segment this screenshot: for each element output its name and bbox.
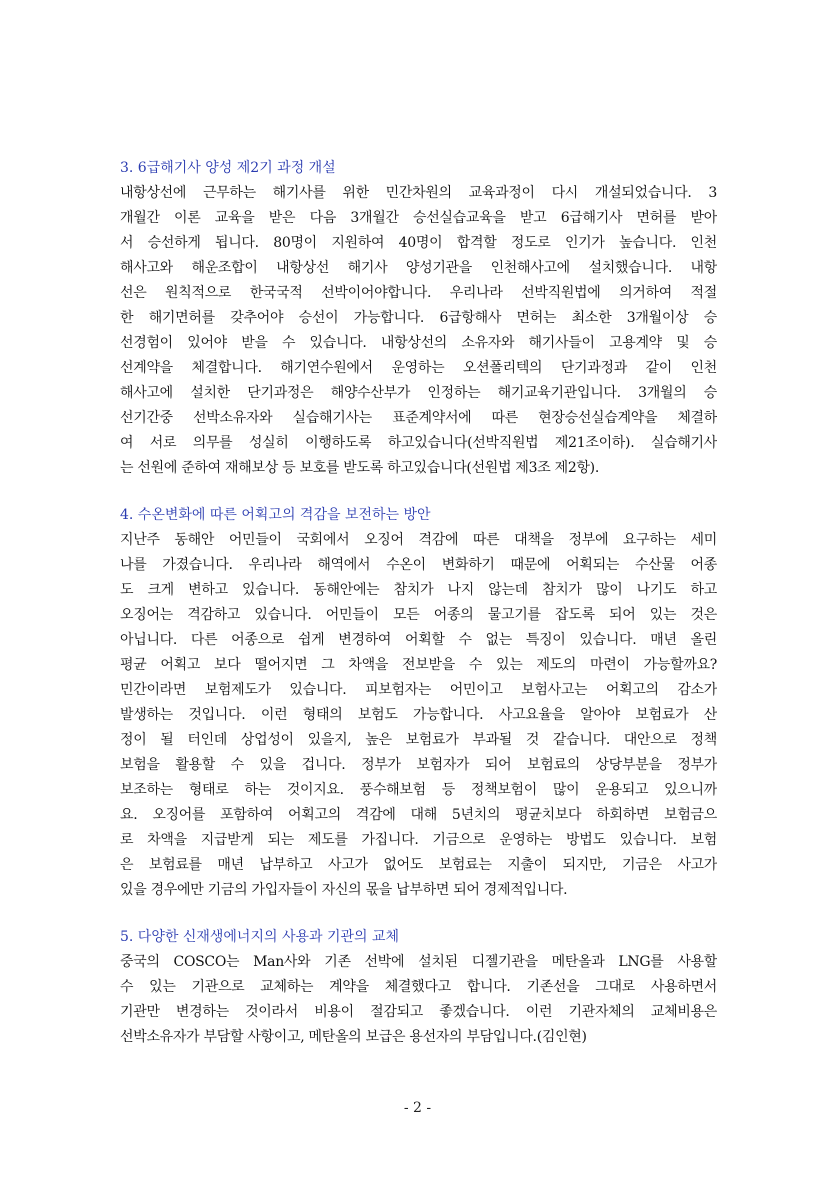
body-line: 보조하는 형태로 하는 것이지요. 풍수해보험 등 정책보험이 많이 운용되고 있으니까 [120,782,717,798]
body-line: 보험을 활용할 수 있을 겁니다. 정부가 보험자가 되어 보험료의 상당부분을 정부가 [120,757,717,773]
body-line: 요. 오징어를 포함하여 어획고의 격감에 대해 5년치의 평균치보다 하회하면 보험금으 [120,807,717,823]
body-line: 로 차액을 지급받게 되는 제도를 가집니다. 기금으로 운영하는 방법도 있습니다. 보험 [120,832,717,848]
page-number: - 2 - [403,1100,432,1116]
body-line: 한 해기면허를 갖추어야 승선이 가능합니다. 6급항해사 면허는 최소한 3개월이상 승 [120,310,717,326]
document-page [120,156,717,1072]
body-line: 수 있는 기관으로 교체하는 계약을 체결했다고 합니다. 기존선을 그대로 사용하면서 [120,979,717,995]
section-5 [120,925,717,1050]
body-line: 아닙니다. 다른 어종으로 쉽게 변경하여 어획할 수 없는 특징이 있습니다. 매년 올린 [120,632,717,648]
body-line: 여 서로 의무를 성실히 이행하도록 하고있습니다(선박직원법 제21조이하). 실습해기사 [120,435,717,451]
body-line: 선은 원칙적으로 한국국적 선박이어야합니다. 우리나라 선박직원법에 의거하여 적절 [120,285,717,301]
section-title: 5. 다양한 신재생에너지의 사용과 기관의 교체 [120,929,400,945]
body-line: 해사고에 설치한 단기과정은 해양수산부가 인정하는 해기교육기관입니다. 3개월의 승 [120,385,717,401]
body-line: 있을 경우에만 기금의 가입자들이 자신의 몫을 납부하면 되어 경제적입니다. [120,882,568,898]
body-line: 선경험이 있어야 받을 수 있습니다. 내항상선의 소유자와 해기사들이 고용계약 및 승 [120,335,717,351]
body-line: 해사고와 해운조합이 내항상선 해기사 양성기관을 인천해사고에 설치했습니다. 내항 [120,260,717,276]
body-line: 오징어는 격감하고 있습니다. 어민들이 모든 어종의 물고기를 잡도록 되어 있는 것은 [120,607,717,623]
section-body [120,950,717,1050]
body-line: 는 선원에 준하여 재해보상 등 보호를 받도록 하고있습니다(선원법 제3조 제2항). [120,460,599,476]
body-line: 지난주 동해안 어민들이 국회에서 오징어 격감에 따른 대책을 정부에 요구하는 세미 [120,532,717,548]
section-3 [120,156,717,481]
body-line: 선계약을 체결합니다. 해기연수원에서 운영하는 오션폴리텍의 단기과정과 같이 인천 [120,360,717,376]
body-line: 선기간중 선박소유자와 실습해기사는 표준계약서에 따른 현장승선실습계약을 체결하 [120,410,717,426]
section-title: 4. 수온변화에 따른 어획고의 격감을 보전하는 방안 [120,507,431,523]
body-line: 내항상선에 근무하는 해기사를 위한 민간차원의 교육과정이 다시 개설되었습니다. 3 [120,185,717,201]
body-line: 선박소유자가 부담할 사항이고, 메탄올의 보급은 용선자의 부담입니다.(김인현) [120,1029,587,1045]
body-line: 중국의 COSCO는 Man사와 기존 선박에 설치된 디젤기관을 메탄올과 LNG를 사용할 [120,954,717,970]
section-4 [120,503,717,903]
body-line: 은 보험료를 매년 납부하고 사고가 없어도 보험료는 지출이 되지만, 기금은 사고가 [120,857,717,873]
body-line: 민간이라면 보험제도가 있습니다. 피보험자는 어민이고 보험사고는 어획고의 감소가 [120,682,717,698]
section-title: 3. 6급해기사 양성 제2기 과정 개설 [120,160,336,176]
body-line: 도 크게 변하고 있습니다. 동해안에는 참치가 나지 않는데 참치가 많이 나기도 하고 [120,582,717,598]
section-body [120,181,717,481]
body-line: 평균 어획고 보다 떨어지면 그 차액을 전보받을 수 있는 제도의 마련이 가능할까요? [120,657,717,673]
section-body [120,528,717,903]
body-line: 정이 될 터인데 상업성이 있을지, 높은 보험료가 부과될 것 같습니다. 대안으로 정책 [120,732,717,748]
body-line: 서 승선하게 됩니다. 80명이 지원하여 40명이 합격할 정도로 인기가 높습니다. 인천 [120,235,717,251]
body-line: 개월간 이론 교육을 받은 다음 3개월간 승선실습교육을 받고 6급해기사 면허를 받아 [120,210,717,226]
body-line: 기관만 변경하는 것이라서 비용이 절감되고 좋겠습니다. 이런 기관자체의 교체비용은 [120,1004,717,1020]
body-line: 발생하는 것입니다. 이런 형태의 보험도 가능합니다. 사고요율을 알아야 보험료가 산 [120,707,717,723]
body-line: 나를 가졌습니다. 우리나라 해역에서 수온이 변화하기 때문에 어획되는 수산물 어종 [120,557,717,573]
